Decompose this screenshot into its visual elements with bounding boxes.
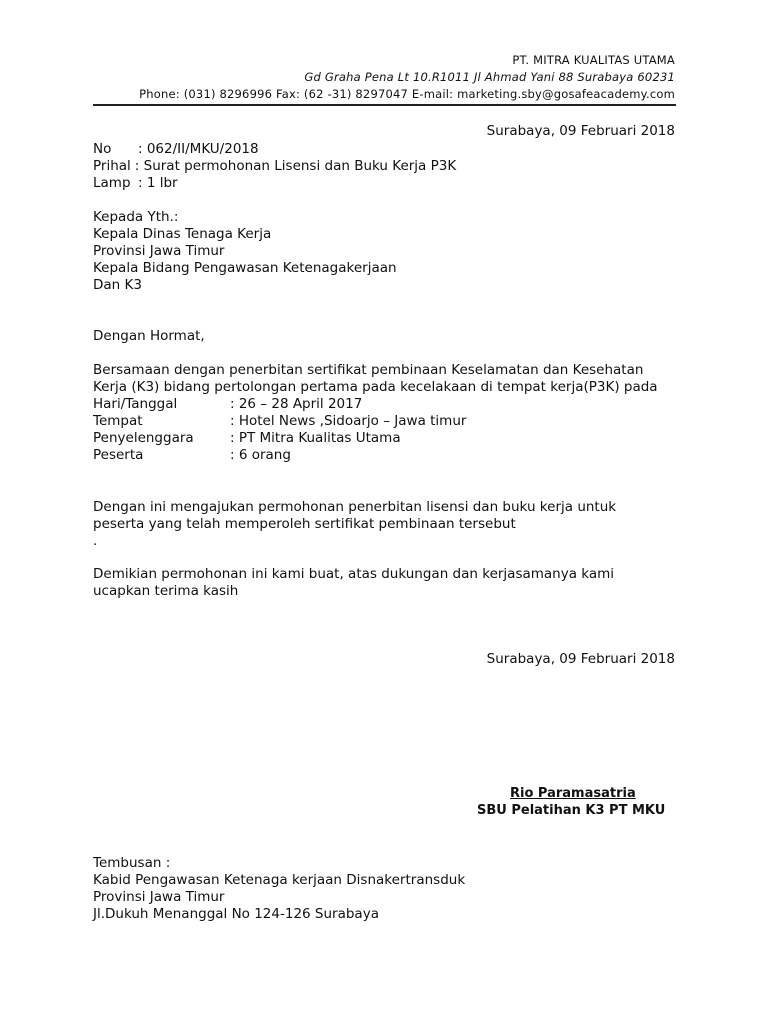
request-line: . bbox=[93, 533, 98, 549]
closing-paragraph bbox=[93, 566, 614, 600]
detail-value: : 26 – 28 April 2017 bbox=[230, 396, 363, 412]
closing-line: ucapkan terima kasih bbox=[93, 583, 239, 599]
detail-row bbox=[93, 413, 658, 430]
meta-label: Lamp bbox=[93, 175, 131, 191]
intro-line: Kerja (K3) bidang pertolongan pertama pada kecelakaan di tempat kerja(P3K) pada bbox=[93, 379, 658, 395]
detail-row bbox=[93, 430, 658, 447]
recipient-line: Kepala Bidang Pengawasan Ketenagakerjaan bbox=[93, 260, 397, 276]
detail-row bbox=[93, 396, 658, 413]
detail-label: Peserta bbox=[93, 447, 144, 463]
meta-row bbox=[93, 175, 456, 192]
closing-date: Surabaya, 09 Februari 2018 bbox=[486, 651, 675, 667]
letterhead bbox=[139, 52, 675, 103]
cc-line: Tembusan : bbox=[93, 855, 171, 871]
cc-line: Jl.Dukuh Menanggal No 124-126 Surabaya bbox=[93, 906, 379, 922]
meta-value: : 062/II/MKU/2018 bbox=[138, 141, 259, 157]
detail-label: Hari/Tanggal bbox=[93, 396, 178, 412]
detail-row bbox=[93, 447, 658, 464]
recipient-line: Kepada Yth.: bbox=[93, 209, 179, 225]
meta-value: : Surat permohonan Lisensi dan Buku Kerja P3K bbox=[134, 158, 457, 174]
detail-label: Tempat bbox=[93, 413, 143, 429]
request-paragraph bbox=[93, 499, 616, 550]
recipient-line: Dan K3 bbox=[93, 277, 142, 293]
recipient-line: Kepala Dinas Tenaga Kerja bbox=[93, 226, 272, 242]
letter-meta bbox=[93, 141, 456, 192]
cc-line: Provinsi Jawa Timur bbox=[93, 889, 225, 905]
signatory-name: Rio Paramasatria bbox=[510, 786, 636, 801]
meta-label: Prihal bbox=[93, 158, 131, 174]
meta-row bbox=[93, 158, 456, 175]
request-line: peserta yang telah memperoleh sertifikat pembinaan tersebut bbox=[93, 516, 516, 532]
recipient-block bbox=[93, 209, 397, 294]
meta-value: : 1 lbr bbox=[138, 175, 178, 191]
signatory-title: SBU Pelatihan K3 PT MKU bbox=[477, 803, 666, 818]
company-contact: Phone: (031) 8296996 Fax: (62 -31) 8297047 E-mail: marketing.sby@gosafeacademy.com bbox=[139, 87, 675, 101]
company-address: Gd Graha Pena Lt 10.R1011 Jl Ahmad Yani 88 Surabaya 60231 bbox=[304, 70, 675, 84]
cc-block bbox=[93, 855, 465, 923]
intro-paragraph bbox=[93, 362, 658, 464]
detail-value: : PT Mitra Kualitas Utama bbox=[230, 430, 401, 446]
detail-label: Penyelenggara bbox=[93, 430, 194, 446]
greeting: Dengan Hormat, bbox=[93, 328, 205, 344]
closing-line: Demikian permohonan ini kami buat, atas dukungan dan kerjasamanya kami bbox=[93, 566, 615, 582]
request-line: Dengan ini mengajukan permohonan penerbitan lisensi dan buku kerja untuk bbox=[93, 499, 617, 515]
recipient-line: Provinsi Jawa Timur bbox=[93, 243, 225, 259]
cc-line: Kabid Pengawasan Ketenaga kerjaan Disnakertransduk bbox=[93, 872, 466, 888]
intro-line: Bersamaan dengan penerbitan sertifikat pembinaan Keselamatan dan Kesehatan bbox=[93, 362, 644, 378]
company-name: PT. MITRA KUALITAS UTAMA bbox=[512, 53, 675, 67]
detail-value: : Hotel News ,Sidoarjo – Jawa timur bbox=[230, 413, 467, 429]
letter-date: Surabaya, 09 Februari 2018 bbox=[486, 123, 675, 139]
header-divider bbox=[93, 104, 676, 106]
meta-label: No bbox=[93, 141, 112, 157]
detail-value: : 6 orang bbox=[230, 447, 291, 463]
meta-row bbox=[93, 141, 456, 158]
